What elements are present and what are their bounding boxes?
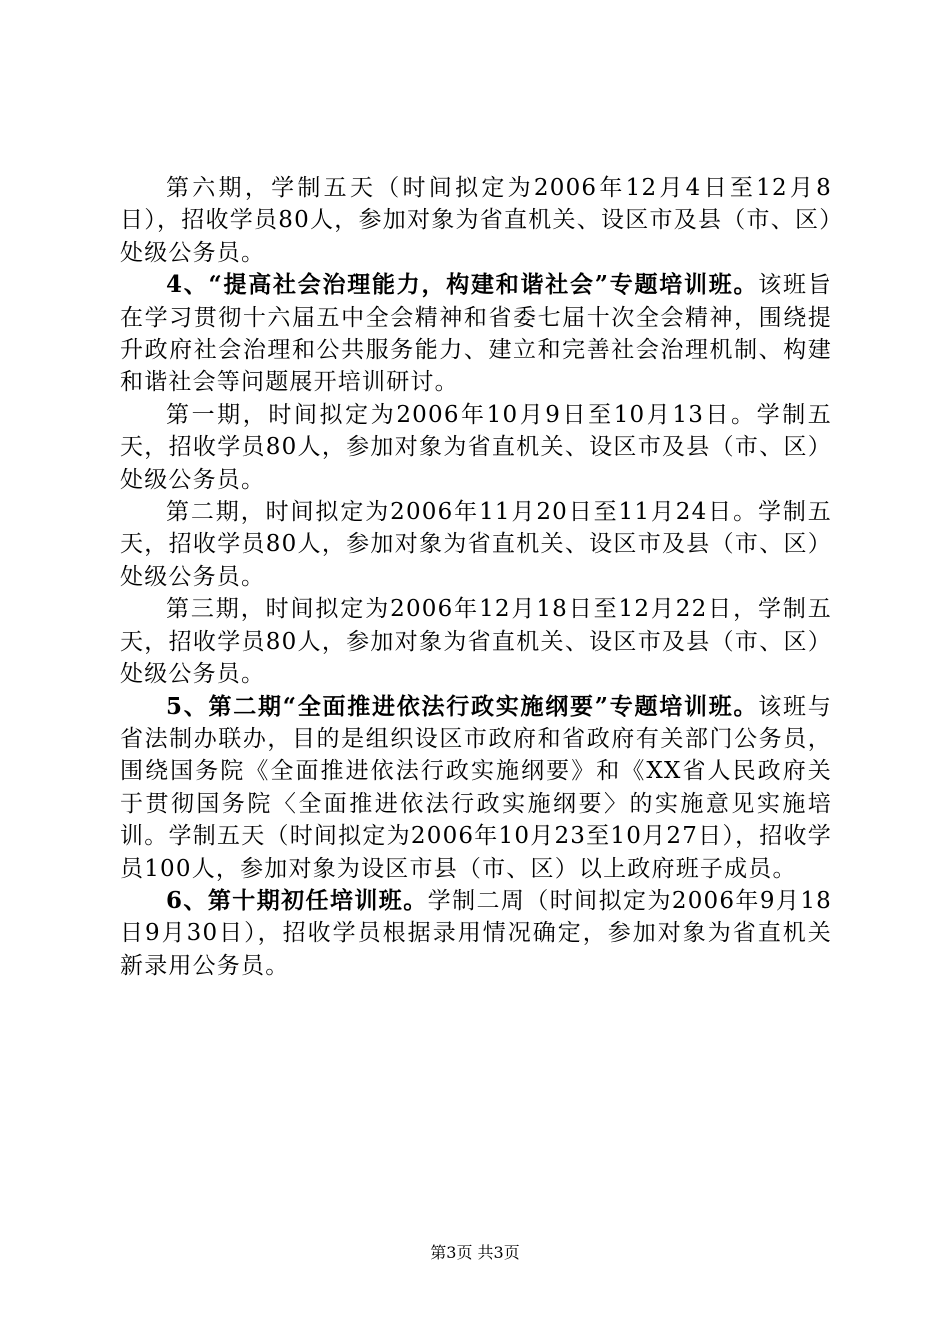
page-number-footer: 第3页 共3页 <box>430 1243 520 1262</box>
paragraph-heading: 4、“提高社会治理能力，构建和谐社会”专题培训班。 <box>166 271 759 299</box>
paragraph-item-6 <box>120 885 832 982</box>
paragraph-item-5 <box>120 691 832 885</box>
paragraph-phase-6 <box>120 172 832 269</box>
paragraph-text: 该班与省法制办联办，目的是组织设区市政府和省政府有关部门公务员，围绕国务院《全面推进依法行政实施纲要》和《XX省人民政府关于贯彻国务院〈全面推进依法行政实施纲要〉的实施意见实施培训。学制五天（时间拟定为2006年10月23至10月27日），招收学员100人，参加对象为设区市县（市、区）以上政府班子成员。 <box>120 693 832 882</box>
paragraph-text: 第六期，学制五天（时间拟定为2006年12月4日至12月8日），招收学员80人，参加对象为省直机关、设区市及县（市、区）处级公务员。 <box>120 175 832 266</box>
paragraph-phase-3 <box>120 593 832 690</box>
paragraph-phase-2 <box>120 496 832 593</box>
paragraph-text: 第二期，时间拟定为2006年11月20日至11月24日。学制五天，招收学员80人，参加对象为省直机关、设区市及县（市、区）处级公务员。 <box>120 499 832 590</box>
paragraph-heading: 6、第十期初任培训班。 <box>166 886 428 914</box>
document-body <box>120 172 832 982</box>
paragraph-text: 该班旨在学习贯彻十六届五中全会精神和省委七届十次全会精神，围绕提升政府社会治理和公共服务能力、建立和完善社会治理机制、构建和谐社会等问题展开培训研讨。 <box>120 272 832 396</box>
paragraph-phase-1 <box>120 399 832 496</box>
paragraph-heading: 5、第二期“全面推进依法行政实施纲要”专题培训班。 <box>166 692 759 720</box>
paragraph-text: 学制二周（时间拟定为2006年9月18日9月30日），招收学员根据录用情况确定，参加对象为省直机关新录用公务员。 <box>120 887 832 979</box>
paragraph-text: 第一期，时间拟定为2006年10月9日至10月13日。学制五天，招收学员80人，参加对象为省直机关、设区市及县（市、区）处级公务员。 <box>120 401 832 493</box>
paragraph-item-4 <box>120 269 832 399</box>
paragraph-text: 第三期，时间拟定为2006年12月18日至12月22日，学制五天，招收学员80人，参加对象为省直机关、设区市及县（市、区）处级公务员。 <box>120 596 832 688</box>
